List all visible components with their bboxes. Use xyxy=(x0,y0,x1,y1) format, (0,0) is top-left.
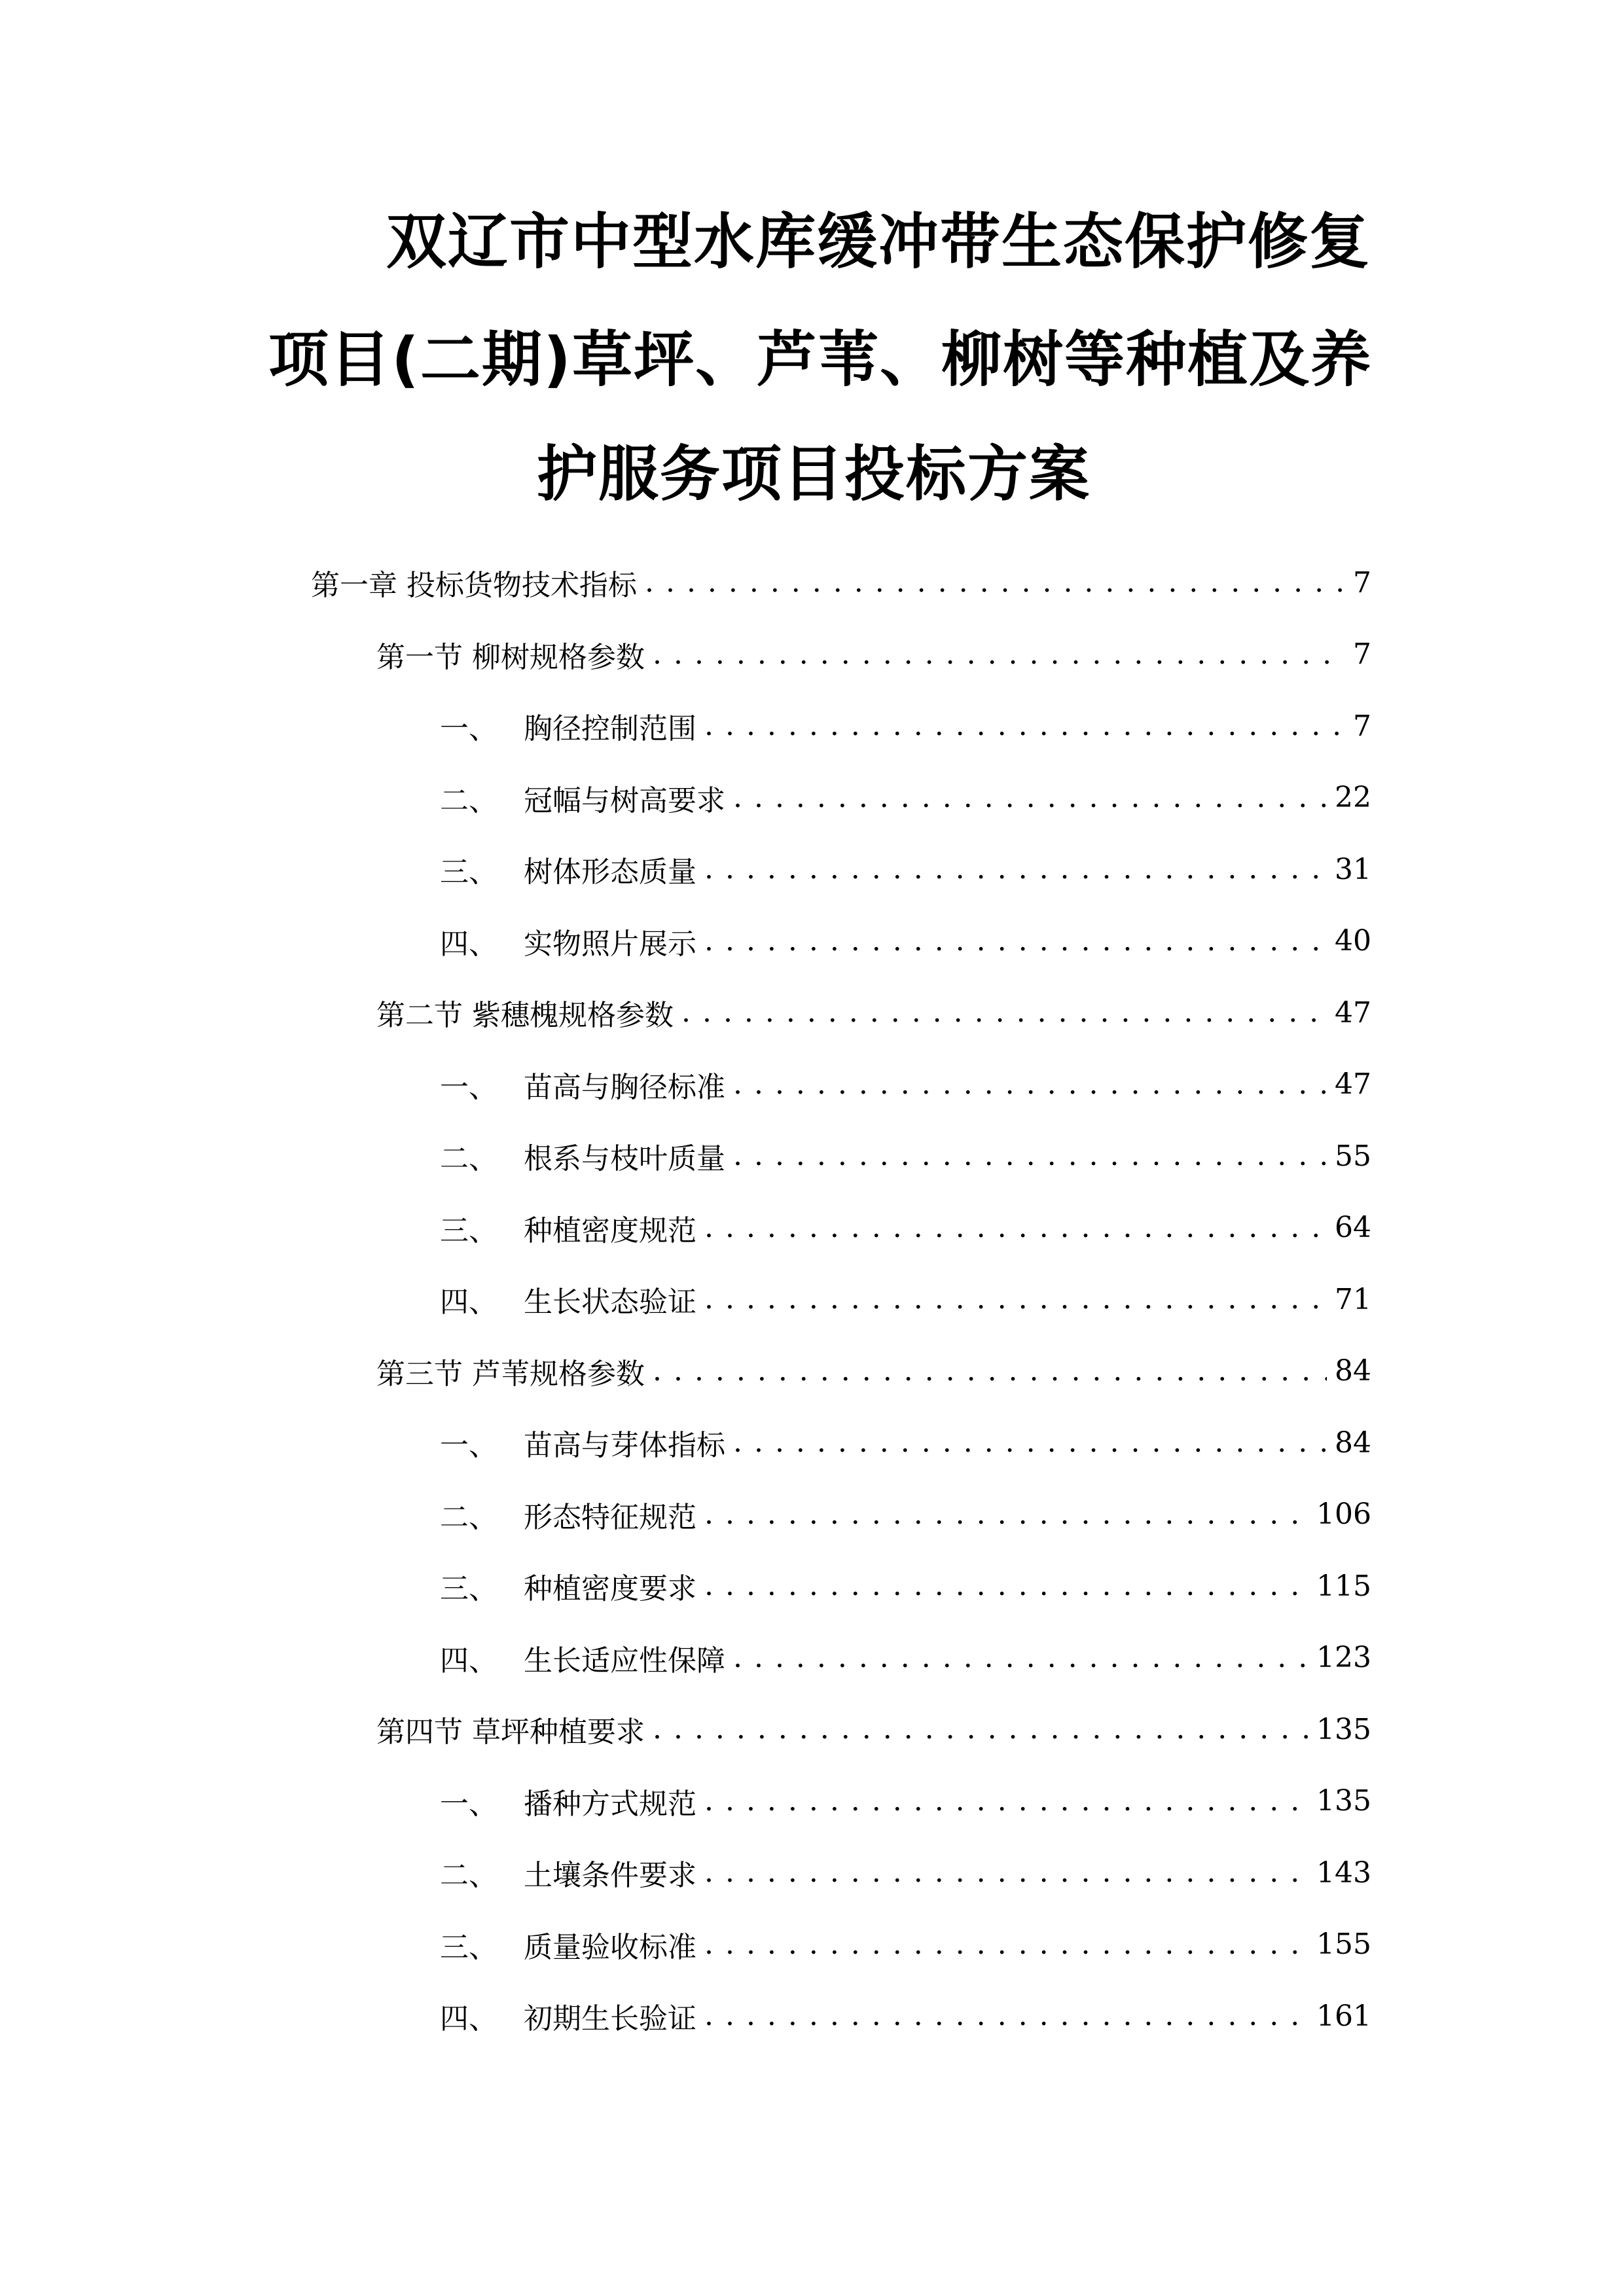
toc-entry-page-number: 47 xyxy=(1335,1067,1371,1101)
toc-entry-number: 一、 xyxy=(440,712,497,745)
toc-entry-number: 二、 xyxy=(440,1500,497,1534)
toc-entry[interactable] xyxy=(440,1058,1371,1111)
toc-entry-number: 四、 xyxy=(440,1285,497,1319)
document-title-line-2: 项目(二期)草坪、芦苇、柳树等种植及养 xyxy=(268,325,1373,395)
toc-entry-label: 第三节 芦苇规格参数 xyxy=(376,1357,645,1391)
toc-leader-dots xyxy=(653,1357,1327,1386)
toc-entry-label: 根系与枝叶质量 xyxy=(524,1142,725,1175)
toc-entry-label: 第一章 投标货物技术指标 xyxy=(311,569,637,602)
toc-entry-number: 一、 xyxy=(440,1787,497,1821)
document-title-line-3: 护服务项目投标方案 xyxy=(537,439,1091,509)
toc-leader-dots xyxy=(704,1571,1308,1600)
toc-entry[interactable] xyxy=(440,1775,1371,1827)
toc-entry[interactable] xyxy=(440,1560,1371,1612)
toc-entry[interactable] xyxy=(440,1918,1371,1971)
toc-entry[interactable] xyxy=(440,1130,1371,1182)
toc-entry[interactable] xyxy=(440,700,1371,752)
toc-entry-label: 土壤条件要求 xyxy=(524,1859,696,1892)
toc-entry-label: 冠幅与树高要求 xyxy=(524,783,725,817)
toc-leader-dots xyxy=(733,1643,1308,1672)
toc-entry-page-number: 64 xyxy=(1335,1211,1371,1244)
toc-leader-dots xyxy=(704,1787,1308,1816)
toc-entry-number: 一、 xyxy=(440,1070,497,1104)
toc-entry[interactable] xyxy=(376,1703,1371,1755)
toc-entry-number: 三、 xyxy=(440,1572,497,1605)
toc-entry-page-number: 40 xyxy=(1335,924,1371,958)
toc-entry-label: 第四节 草坪种植要求 xyxy=(376,1715,645,1749)
toc-entry-number: 二、 xyxy=(440,1859,497,1892)
toc-entry[interactable] xyxy=(311,556,1371,609)
toc-entry-number: 三、 xyxy=(440,1930,497,1964)
toc-entry-label: 苗高与芽体指标 xyxy=(524,1429,725,1462)
toc-entry[interactable] xyxy=(376,1345,1371,1397)
toc-leader-dots xyxy=(733,1428,1327,1457)
toc-entry-page-number: 7 xyxy=(1353,637,1371,671)
document-title-line-1: 双辽市中型水库缓冲带生态保护修复 xyxy=(386,207,1371,277)
toc-leader-dots xyxy=(704,1285,1327,1314)
toc-leader-dots xyxy=(733,1141,1327,1170)
toc-leader-dots xyxy=(704,1213,1327,1242)
toc-entry-label: 种植密度要求 xyxy=(524,1572,696,1605)
toc-entry[interactable] xyxy=(440,843,1371,895)
toc-entry-label: 胸径控制范围 xyxy=(524,712,696,745)
toc-entry[interactable] xyxy=(440,1416,1371,1469)
toc-entry-page-number: 115 xyxy=(1316,1569,1371,1603)
toc-entry-page-number: 71 xyxy=(1335,1282,1371,1316)
toc-leader-dots xyxy=(733,783,1327,812)
toc-entry-number: 一、 xyxy=(440,1429,497,1462)
toc-leader-dots xyxy=(653,640,1345,669)
toc-entry-page-number: 123 xyxy=(1316,1641,1371,1674)
toc-entry-page-number: 84 xyxy=(1335,1354,1371,1388)
toc-entry-number: 二、 xyxy=(440,1142,497,1175)
toc-entry[interactable] xyxy=(440,1846,1371,1899)
toc-entry[interactable] xyxy=(376,628,1371,681)
toc-entry-page-number: 84 xyxy=(1335,1426,1371,1460)
toc-leader-dots xyxy=(704,927,1327,956)
toc-entry-label: 播种方式规范 xyxy=(524,1787,696,1821)
toc-entry[interactable] xyxy=(440,915,1371,967)
toc-entry-page-number: 135 xyxy=(1316,1712,1371,1746)
toc-leader-dots xyxy=(704,711,1345,740)
toc-entry-label: 形态特征规范 xyxy=(524,1500,696,1534)
toc-entry-page-number: 143 xyxy=(1316,1856,1371,1890)
toc-entry-page-number: 22 xyxy=(1335,781,1371,814)
toc-entry-label: 质量验收标准 xyxy=(524,1930,696,1964)
toc-entry[interactable] xyxy=(440,1202,1371,1254)
toc-entry-page-number: 106 xyxy=(1316,1498,1371,1531)
toc-leader-dots xyxy=(733,1070,1327,1099)
toc-leader-dots xyxy=(645,568,1345,597)
toc-entry-label: 生长状态验证 xyxy=(524,1285,696,1319)
toc-entry-page-number: 31 xyxy=(1335,852,1371,886)
toc-entry-number: 三、 xyxy=(440,1213,497,1247)
toc-entry-page-number: 47 xyxy=(1335,996,1371,1030)
toc-entry-label: 种植密度规范 xyxy=(524,1213,696,1247)
toc-entry[interactable] xyxy=(440,1990,1371,2042)
toc-entry[interactable] xyxy=(440,1488,1371,1541)
toc-entry-page-number: 135 xyxy=(1316,1784,1371,1818)
toc-leader-dots xyxy=(653,1715,1308,1744)
toc-entry-number: 四、 xyxy=(440,1643,497,1677)
toc-leader-dots xyxy=(704,1930,1308,1959)
toc-entry-page-number: 155 xyxy=(1316,1928,1371,1961)
toc-entry-label: 第一节 柳树规格参数 xyxy=(376,640,645,674)
toc-leader-dots xyxy=(704,1500,1308,1529)
toc-leader-dots xyxy=(681,998,1327,1027)
toc-entry-number: 三、 xyxy=(440,855,497,889)
toc-entry-page-number: 161 xyxy=(1316,1999,1371,2033)
toc-leader-dots xyxy=(704,855,1327,884)
toc-entry[interactable] xyxy=(440,1273,1371,1325)
toc-entry-page-number: 55 xyxy=(1335,1139,1371,1173)
toc-entry-page-number: 7 xyxy=(1353,565,1371,600)
toc-entry-number: 二、 xyxy=(440,783,497,817)
toc-entry[interactable] xyxy=(440,772,1371,824)
toc-entry-label: 实物照片展示 xyxy=(524,927,696,961)
toc-entry-label: 初期生长验证 xyxy=(524,2002,696,2036)
toc-leader-dots xyxy=(704,2001,1308,2030)
toc-leader-dots xyxy=(704,1858,1308,1887)
toc-entry-label: 苗高与胸径标准 xyxy=(524,1070,725,1104)
toc-entry[interactable] xyxy=(376,986,1371,1039)
toc-entry[interactable] xyxy=(440,1632,1371,1684)
toc-entry-page-number: 7 xyxy=(1353,709,1371,743)
toc-entry-label: 生长适应性保障 xyxy=(524,1643,725,1677)
toc-entry-label: 第二节 紫穗槐规格参数 xyxy=(376,999,674,1032)
toc-entry-number: 四、 xyxy=(440,927,497,961)
toc-entry-number: 四、 xyxy=(440,2002,497,2036)
toc-entry-label: 树体形态质量 xyxy=(524,855,696,889)
